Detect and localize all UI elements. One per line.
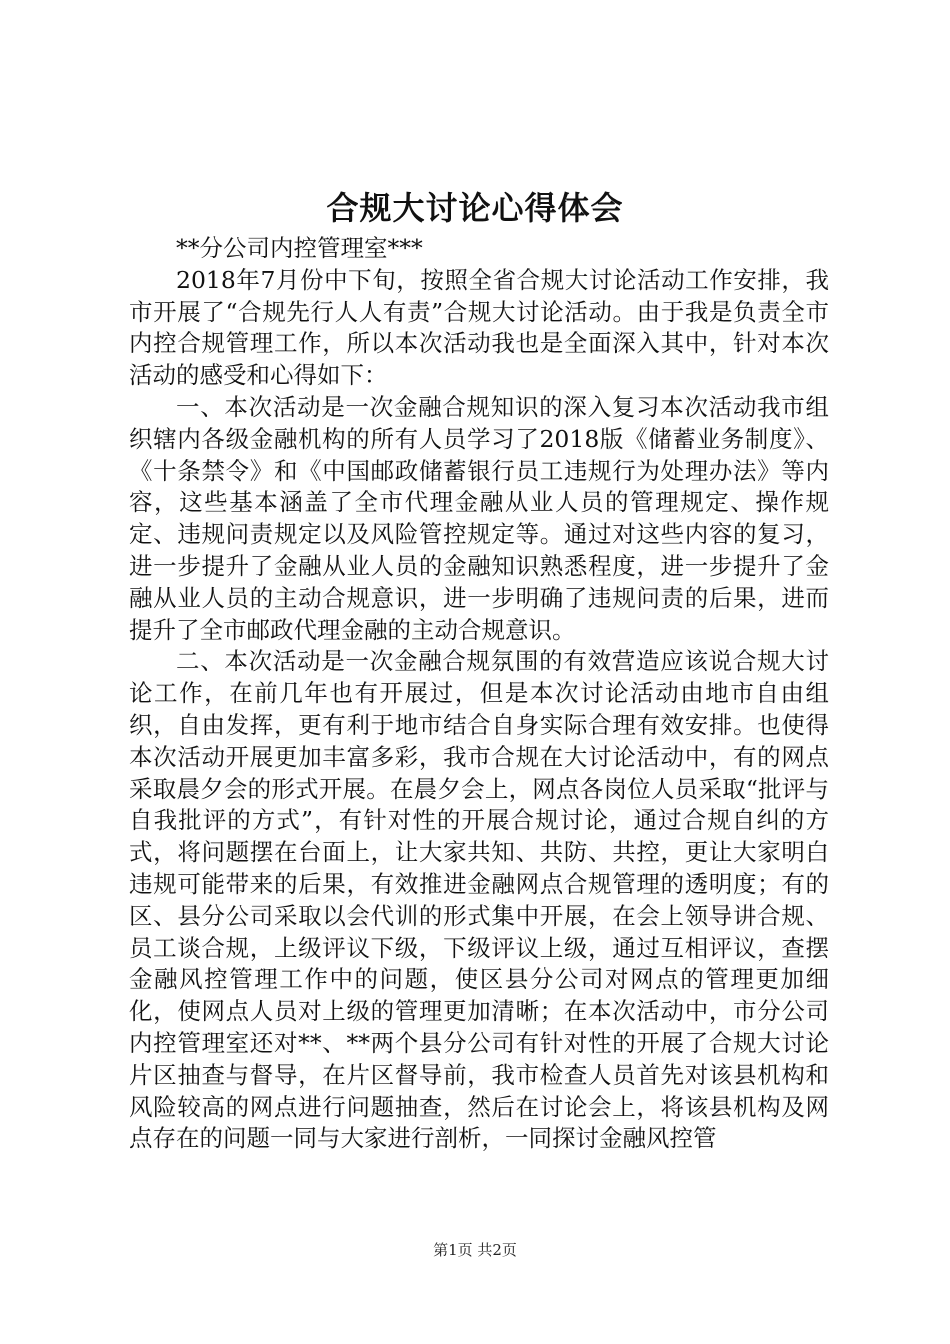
paragraph-intro: 2018年7月份中下旬，按照全省合规大讨论活动工作安排，我市开展了“合规先行人人有责”合规大讨论活动。由于我是负责全市内控合规管理工作，所以本次活动我也是全面深入其中，针对本次活动的感受和心得如下： bbox=[129, 265, 829, 390]
page-number-footer: 第1页 共2页 bbox=[433, 1241, 517, 1259]
paragraph-section-one: 一、本次活动是一次金融合规知识的深入复习本次活动我市组织辖内各级金融机构的所有人员学习了2018版《储蓄业务制度》、《十条禁令》和《中国邮政储蓄银行员工违规行为处理办法》等内容，这些基本涵盖了全市代理金融从业人员的管理规定、操作规定、违规问责规定以及风险管控规定等。通过对这些内容的复习，进一步提升了金融从业人员的金融知识熟悉程度，进一步提升了金融从业人员的主动合规意识，进一步明确了违规问责的后果，进而提升了全市邮政代理金融的主动合规意识。 bbox=[129, 392, 829, 644]
document-title: 合规大讨论心得体会 bbox=[326, 189, 624, 227]
author-line: **分公司内控管理室*** bbox=[176, 234, 423, 262]
paragraph-section-two: 二、本次活动是一次金融合规氛围的有效营造应该说合规大讨论工作，在前几年也有开展过，但是本次讨论活动由地市自由组织，自由发挥，更有利于地市结合自身实际合理有效安排。也使得本次活动开展更加丰富多彩，我市合规在大讨论活动中，有的网点采取晨夕会的形式开展。在晨夕会上，网点各岗位人员采取“批评与自我批评的方式”，有针对性的开展合规讨论，通过合规自纠的方式，将问题摆在台面上，让大家共知、共防、共控，更让大家明白违规可能带来的后果，有效推进金融网点合规管理的透明度；有的区、县分公司采取以会代训的形式集中开展，在会上领导讲合规、员工谈合规，上级评议下级，下级评议上级，通过互相评议，查摆金融风控管理工作中的问题，使区县分公司对网点的管理更加细化，使网点人员对上级的管理更加清晰；在本次活动中，市分公司内控管理室还对**、**两个县分公司有针对性的开展了合规大讨论片区抽查与督导，在片区督导前，我市检查人员首先对该县机构和风险较高的网点进行问题抽查，然后在讨论会上，将该县机构及网点存在的问题一同与大家进行剖析，一同探讨金融风控管 bbox=[129, 647, 829, 1153]
document-body bbox=[129, 233, 829, 1155]
